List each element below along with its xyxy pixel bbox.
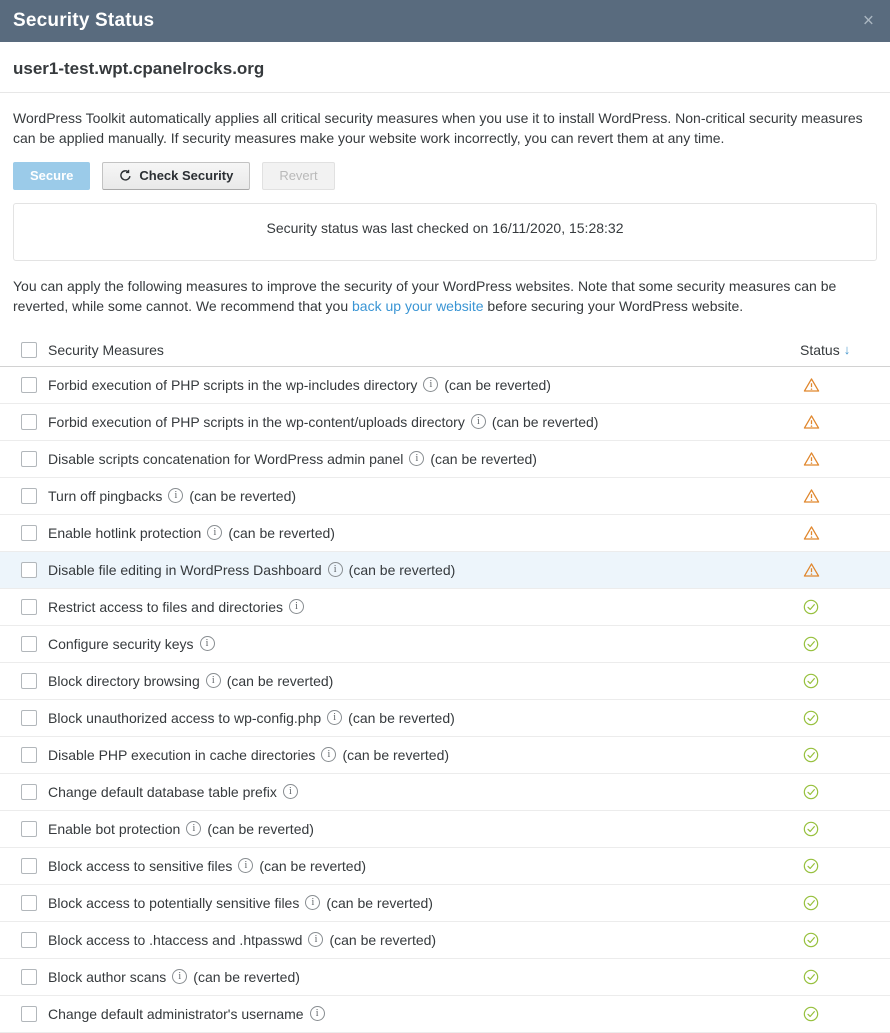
ok-icon	[803, 1006, 819, 1022]
measure-label: Forbid execution of PHP scripts in the wp-content/uploads directory	[48, 413, 465, 430]
table-row	[0, 478, 890, 515]
table-row	[0, 700, 890, 737]
warning-icon	[803, 488, 820, 504]
table-row	[0, 959, 890, 996]
measure-label: Block author scans	[48, 968, 167, 985]
table-row	[0, 367, 890, 404]
info-icon[interactable]: i	[308, 932, 323, 947]
note-text	[13, 277, 877, 317]
warning-icon	[803, 414, 820, 430]
measure-label: Turn off pingbacks	[48, 487, 163, 504]
ok-icon	[803, 710, 819, 726]
status-column-header[interactable]	[800, 342, 890, 358]
table-row	[0, 404, 890, 441]
measure-label: Disable PHP execution in cache directories	[48, 746, 316, 763]
measure-label: Disable scripts concatenation for WordPress admin panel	[48, 450, 404, 467]
ok-icon	[803, 784, 819, 800]
check-security-button-label: Check Security	[139, 168, 234, 184]
row-checkbox[interactable]	[21, 747, 37, 763]
info-icon[interactable]: i	[206, 673, 221, 688]
ok-icon	[803, 895, 819, 911]
warning-icon	[803, 451, 820, 467]
info-icon[interactable]: i	[321, 747, 336, 762]
ok-icon	[803, 969, 819, 985]
table-body	[0, 367, 890, 1033]
info-icon[interactable]: i	[328, 562, 343, 577]
measure-label: Enable bot protection	[48, 820, 181, 837]
measure-label: Change default database table prefix	[48, 783, 277, 800]
info-icon[interactable]: i	[283, 784, 298, 799]
row-checkbox[interactable]	[21, 525, 37, 541]
table-row	[0, 663, 890, 700]
revert-button-label: Revert	[279, 168, 318, 184]
info-icon[interactable]: i	[310, 1006, 325, 1021]
secure-button-label: Secure	[30, 168, 74, 184]
revertible-note: (can be reverted)	[491, 413, 599, 430]
toolbar	[13, 162, 877, 190]
ok-icon	[803, 932, 819, 948]
close-icon[interactable]: ×	[862, 10, 874, 32]
backup-link[interactable]: back up your website	[352, 297, 484, 314]
row-checkbox[interactable]	[21, 377, 37, 393]
warning-icon	[803, 377, 820, 393]
info-icon[interactable]: i	[471, 414, 486, 429]
page-title: user1-test.wpt.cpanelrocks.org	[13, 59, 265, 78]
measure-label: Block unauthorized access to wp-config.php	[48, 709, 322, 726]
measure-label: Configure security keys	[48, 635, 194, 652]
dialog-title: Security Status	[13, 10, 155, 31]
note-after-link: before securing your WordPress website.	[483, 297, 744, 314]
select-all-checkbox[interactable]	[21, 342, 37, 358]
revertible-note: (can be reverted)	[348, 709, 455, 726]
table-row	[0, 885, 890, 922]
note-before-link: You can apply the following measures to improve the security of your WordPress websites. Note that some security measures can be reverted, while some cannot. We recommend that you	[13, 277, 837, 314]
revertible-note: (can be reverted)	[326, 894, 433, 911]
table-row	[0, 922, 890, 959]
row-checkbox[interactable]	[21, 488, 37, 504]
row-checkbox[interactable]	[21, 451, 37, 467]
ok-icon	[803, 636, 819, 652]
row-checkbox[interactable]	[21, 858, 37, 874]
info-icon[interactable]: i	[423, 377, 438, 392]
revertible-note: (can be reverted)	[207, 820, 314, 837]
warning-icon	[803, 562, 820, 578]
info-icon[interactable]: i	[327, 710, 342, 725]
revertible-note: (can be reverted)	[348, 561, 456, 578]
last-checked-box	[13, 203, 877, 261]
row-checkbox[interactable]	[21, 969, 37, 985]
measure-label: Block access to sensitive files	[48, 857, 233, 874]
info-icon[interactable]: i	[200, 636, 215, 651]
domain-section	[0, 42, 890, 93]
table-row	[0, 552, 890, 589]
info-icon[interactable]: i	[238, 858, 253, 873]
row-checkbox[interactable]	[21, 673, 37, 689]
revertible-note: (can be reverted)	[430, 450, 537, 467]
security-measures-table	[0, 334, 890, 1033]
measure-label: Disable file editing in WordPress Dashboard	[48, 561, 322, 578]
sort-descending-icon: ↓	[843, 342, 851, 357]
info-icon[interactable]: i	[168, 488, 183, 503]
revertible-note: (can be reverted)	[329, 931, 437, 948]
status-header-label: Status	[800, 341, 840, 358]
measure-label: Block directory browsing	[48, 672, 200, 689]
measures-column-header: Security Measures	[48, 341, 164, 358]
row-checkbox[interactable]	[21, 562, 37, 578]
row-checkbox[interactable]	[21, 414, 37, 430]
revertible-note: (can be reverted)	[444, 376, 551, 393]
info-icon[interactable]: i	[289, 599, 304, 614]
revertible-note: (can be reverted)	[259, 857, 367, 874]
refresh-icon	[119, 169, 132, 182]
measure-label: Forbid execution of PHP scripts in the wp-includes directory	[48, 376, 418, 393]
info-icon[interactable]: i	[207, 525, 222, 540]
measure-label: Enable hotlink protection	[48, 524, 202, 541]
row-checkbox[interactable]	[21, 710, 37, 726]
row-checkbox[interactable]	[21, 895, 37, 911]
measure-label: Block access to potentially sensitive files	[48, 894, 300, 911]
ok-icon	[803, 673, 819, 689]
row-checkbox[interactable]	[21, 821, 37, 837]
table-row	[0, 737, 890, 774]
info-icon[interactable]: i	[186, 821, 201, 836]
info-icon[interactable]: i	[172, 969, 187, 984]
row-checkbox[interactable]	[21, 636, 37, 652]
last-checked-text: Security status was last checked on 16/11/2020, 15:28:32	[266, 219, 624, 236]
table-row	[0, 626, 890, 663]
measure-label: Change default administrator's username	[48, 1005, 304, 1022]
table-header-row	[0, 334, 890, 367]
intro-text: WordPress Toolkit automatically applies all critical security measures when you use it to install WordPress. Non-critical security measures can be applied manually. If security measures make your website work incorrectly, you can revert them at any time.	[13, 110, 863, 146]
row-checkbox[interactable]	[21, 784, 37, 800]
measure-label: Restrict access to files and directories	[48, 598, 283, 615]
info-icon[interactable]: i	[409, 451, 424, 466]
table-row	[0, 589, 890, 626]
revertible-note: (can be reverted)	[193, 968, 300, 985]
secure-button[interactable]	[13, 162, 90, 190]
dialog-header	[0, 0, 890, 42]
info-icon[interactable]: i	[305, 895, 320, 910]
ok-icon	[803, 599, 819, 615]
revertible-note: (can be reverted)	[189, 487, 297, 504]
revertible-note: (can be reverted)	[342, 746, 450, 763]
revertible-note: (can be reverted)	[228, 524, 335, 541]
revert-button[interactable]	[262, 162, 334, 190]
check-security-button[interactable]	[102, 162, 250, 190]
row-checkbox[interactable]	[21, 1006, 37, 1022]
ok-icon	[803, 858, 819, 874]
table-row	[0, 774, 890, 811]
table-row	[0, 515, 890, 552]
row-checkbox[interactable]	[21, 599, 37, 615]
row-checkbox[interactable]	[21, 932, 37, 948]
table-row	[0, 441, 890, 478]
table-row	[0, 996, 890, 1033]
measure-label: Block access to .htaccess and .htpasswd	[48, 931, 303, 948]
table-row	[0, 848, 890, 885]
table-row	[0, 811, 890, 848]
revertible-note: (can be reverted)	[226, 672, 334, 689]
warning-icon	[803, 525, 820, 541]
ok-icon	[803, 821, 819, 837]
ok-icon	[803, 747, 819, 763]
